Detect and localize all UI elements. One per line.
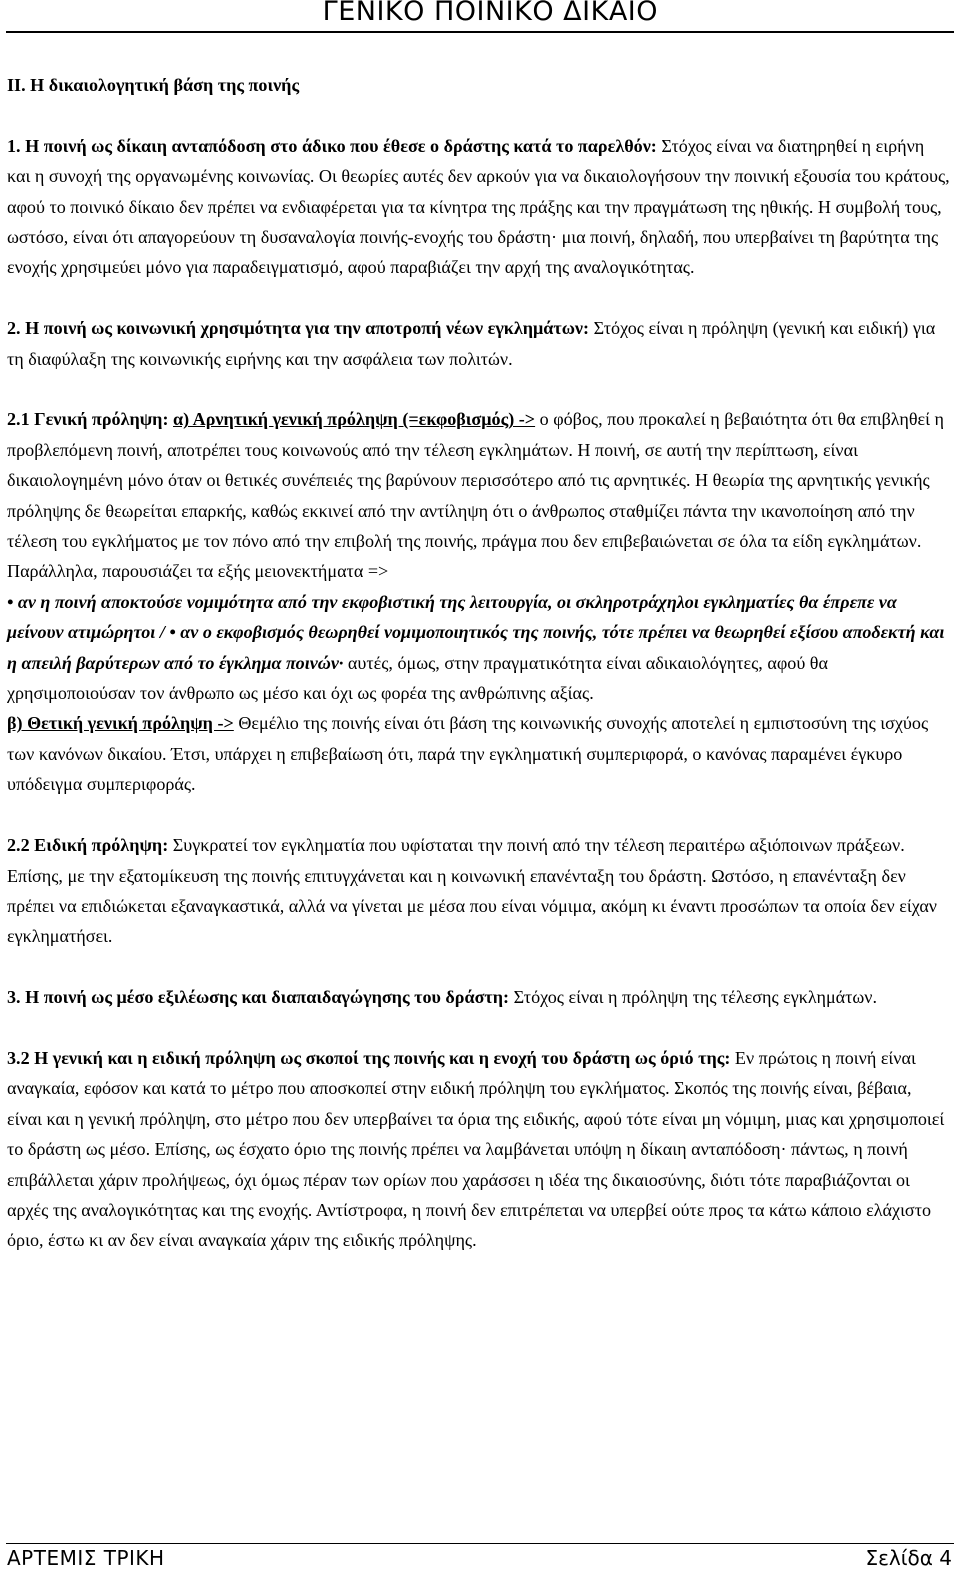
positive-prevention-text: Θεμέλιο της ποινής είναι ότι βάση της κοινωνικής συνοχής αποτελεί η εμπιστοσύνη της ισχύος των κανόνων δικαίου. Έτσι, υπάρχει η επιβεβαίωση ότι, παρά την εγκληματική συμπεριφορά, ο κανόνας παραμένει έγκυρο υπόδειγμα συμπεριφοράς. [7, 713, 929, 795]
document-body [7, 70, 951, 1256]
paragraph-3-2 [7, 1043, 951, 1256]
paragraph-2-1-text: ο φόβος, που προκαλεί η βεβαιότητα ότι θα επιβληθεί η προβλεπόμενη ποινή, αποτρέπει τους κοινωνούς από την τέλεση εγκλημάτων. Η ποινή, σε αυτή την περίπτωση, είναι δικαιολογημένη μόνο όταν οι θετικές συνέπειές της βαρύνουν περισσότερο από τις αρνητικές. Η θεωρία της αρνητικής γενικής πρόληψης δε θεωρείται επαρκής, καθώς εκκινεί από την αντίληψη ότι ο άνθρωπος σταθμίζει πάντα την ικανοποίηση από την τέλεση του εγκλήματος με τον πόνο από την επιβολή της ποινής, πράγμα που δεν επιβεβαιώνεται σε όλα τα είδη εγκλημάτων. Παράλληλα, παρουσιάζει τα εξής μειονεκτήματα => [7, 409, 944, 582]
paragraph-1-text: Στόχος είναι να διατηρηθεί η ειρήνη και η συνοχή της οργανωμένης κοινωνίας. Οι θεωρίες αυτές δεν αρκούν για να δικαιολογήσουν την ποινική εξουσία του κράτους, αφού το ποινικό δίκαιο δεν πρέπει να ενδιαφέρεται για τα κίνητρα της πράξης και την πραγμάτωση της ηθικής. Η συμβολή τους, ωστόσο, είναι ότι απαγορεύουν τη δυσαναλογία ποινής-ενοχής του δράστη· μια ποινή, δηλαδή, που υπερβαίνει τη βαρύτητα της ενοχής χρησιμεύει μόνο για παραδειγματισμό, αφού παραβιάζει την αρχή της αναλογικότητας. [7, 135, 950, 278]
paragraph-3-text: Στόχος είναι η πρόληψη της τέλεσης εγκλημάτων. [509, 987, 878, 1008]
paragraph-2-heading: 2. Η ποινή ως κοινωνική χρησιμότητα για την αποτροπή νέων εγκλημάτων: [7, 318, 590, 339]
section-title-text: ΙΙ. Η δικαιολογητική βάση της ποινής [7, 75, 300, 95]
paragraph-2-2-text: Συγκρατεί τον εγκληματία που υφίσταται την ποινή από την τέλεση περαιτέρω αξιόποινων πράξεων. Επίσης, με την εξατομίκευση της ποινής επιτυγχάνεται και η κοινωνική επανένταξη του δράστη. Ωστόσο, η επανένταξη δεν πρέπει να επιδιώκεται εξαναγκαστικά, αλλά να γίνεται με μέσα που είναι νόμιμα, ακόμη κι έναντι προσώπων τα οποία δεν είχαν εγκληματήσει. [7, 835, 937, 947]
section-title [7, 70, 951, 100]
header-rule [6, 31, 954, 33]
positive-prevention-heading: β) Θετική γενική πρόληψη -> [7, 713, 234, 734]
header-title: ΓΕΝΙΚΟ ΠΟΙΝΙΚΟ ΔΙΚΑΙΟ [322, 0, 658, 27]
footer-page-number: Σελίδα 4 [865, 1546, 952, 1570]
paragraph-2-1 [7, 404, 951, 799]
paragraph-3 [7, 982, 951, 1012]
paragraph-1-heading: 1. Η ποινή ως δίκαιη ανταπόδοση στο άδικο που έθεσε ο δράστης κατά το παρελθόν: [7, 135, 657, 156]
paragraph-1 [7, 131, 951, 283]
paragraph-3-2-text: Εν πρώτοις η ποινή είναι αναγκαία, εφόσον και κατά το μέτρο που αποσκοπεί στην ειδική πρόληψη του εγκλήματος. Σκοπός της ποινής είναι, βέβαια, είναι και η γενική πρόληψη, στο μέτρο που δεν υπερβαίνει τα όρια της ειδικής, αφού τότε είναι μη νόμιμη, μιας και χρησιμοποιεί το δράστη ως μέσο. Επίσης, ως έσχατο όριο της ποινής πρέπει να λαμβάνεται υπόψη η δίκαιη ανταπόδοση· πάντως, η ποινή επιβάλλεται χάριν προλήψεως, όχι όμως πέραν των ορίων που χαράσσει η ιδέα της δικαιοσύνης, διότι τότε παραβιάζονται οι αρχές της αναλογικότητας και της ενοχής. Αντίστροφα, η ποινή δεν επιτρέπεται να υπερβεί ούτε προς τα κάτω κάποιο ελάχιστο όριο, έστω κι αν δεν είναι αναγκαία χάριν της ειδικής πρόληψης. [7, 1047, 945, 1251]
paragraph-2-1-heading: 2.1 Γενική πρόληψη: [7, 409, 169, 430]
paragraph-2 [7, 313, 951, 374]
paragraph-3-heading: 3. Η ποινή ως μέσο εξιλέωσης και διαπαιδαγώγησης του δράστη: [7, 987, 510, 1008]
paragraph-3-2-heading: 3.2 Η γενική και η ειδική πρόληψη ως σκοποί της ποινής και η ενοχή του δράστη ως όριό της: [7, 1047, 731, 1068]
paragraph-2-2-heading: 2.2 Ειδική πρόληψη: [7, 835, 169, 856]
drawbacks-emphasis: • αν η ποινή αποκτούσε νομιμότητα από την εκφοβιστική της λειτουργία, οι σκληροτράχηλοι εγκληματίες θα έπρεπε να μείνουν ατιμώρητοι / • αν ο εκφοβισμός θεωρηθεί νομιμοποιητικός της ποινής, τότε πρέπει να θεωρηθεί εξίσου αποδεκτή και η απειλή βαρύτερων από το έγκλημα ποινών· [7, 591, 945, 673]
negative-prevention-heading: α) Αρνητική γενική πρόληψη (=εκφοβισμός) -> [173, 409, 536, 430]
footer-author: ΑΡΤΕΜΙΣ ΤΡΙΚΗ [7, 1546, 165, 1570]
drawbacks-text: αυτές, όμως, στην πραγματικότητα είναι αδικαιολόγητες, αφού θα χρησιμοποιούσαν τον άνθρωπο ως μέσο και όχι ως φορέα της ανθρώπινης αξίας. [7, 652, 828, 704]
footer-rule [6, 1543, 954, 1544]
paragraph-2-text: Στόχος είναι η πρόληψη (γενική και ειδική) για τη διαφύλαξη της κοινωνικής ειρήνης και την ασφάλεια των πολιτών. [7, 318, 936, 369]
paragraph-2-2 [7, 830, 951, 952]
